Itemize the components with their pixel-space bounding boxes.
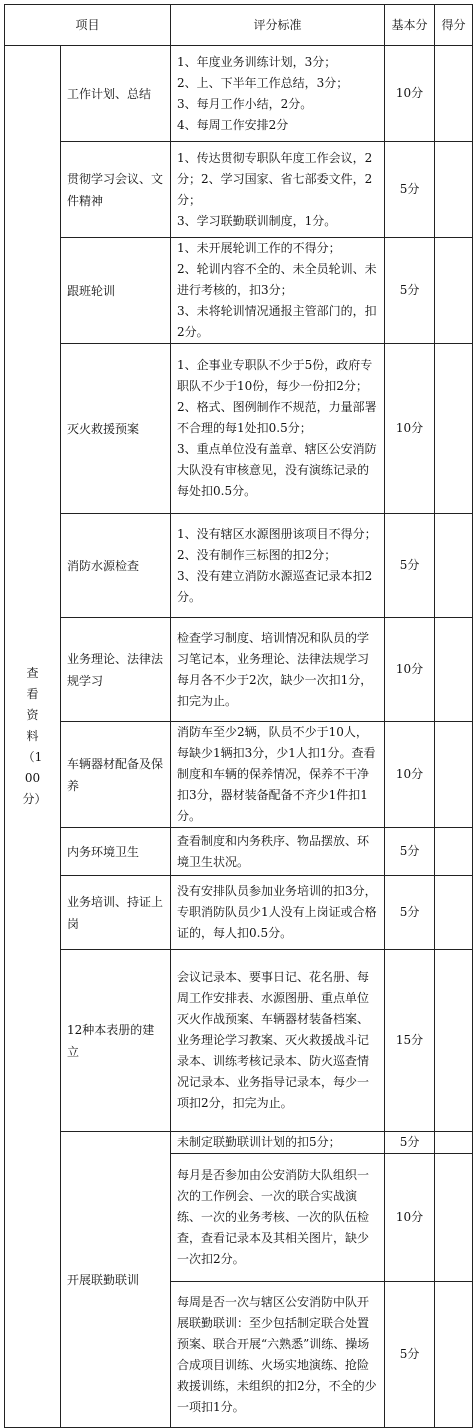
score-cell[interactable] (435, 950, 473, 1132)
category-label: 查看资料（100分） (22, 666, 47, 806)
item-cell: 12种本表册的建立 (61, 950, 171, 1132)
item-cell: 贯彻学习会议、文件精神 (61, 142, 171, 238)
header-score: 得分 (435, 5, 473, 46)
score-cell[interactable] (435, 722, 473, 828)
table-row (5, 950, 473, 1132)
criteria-cell: 1、年度业务训练计划，3分； 2、上、下半年工作总结，3分； 3、每月工作小结，2分。 4、每周工作安排2分 (171, 46, 385, 142)
item-cell: 开展联勤联训 (61, 1132, 171, 1428)
score-cell[interactable] (435, 46, 473, 142)
document-page (4, 4, 473, 1428)
criteria-cell: 1、企事业专职队不少于5份，政府专职队不少于10份，每少一份扣2分； 2、格式、图例制作不规范，力量部署不合理的每1处扣0.5分； 3、重点单位没有盖章、辖区公安消防大队没有审核意见，没有演练记录的每处扣0.5分。 (171, 344, 385, 514)
criteria-cell: 未制定联勤联训计划的扣5分； (171, 1132, 385, 1154)
header-item: 项目 (5, 5, 171, 46)
item-cell: 业务培训、持证上岗 (61, 876, 171, 950)
score-cell[interactable] (435, 1154, 473, 1282)
criteria-cell: 1、未开展轮训工作的不得分； 2、轮训内容不全的、未全员轮训、未进行考核的，扣3分； 3、未将轮训情况通报主管部门的，扣2分。 (171, 238, 385, 344)
criteria-cell: 每周是否一次与辖区公安消防中队开展联勤联训：至少包括制定联合处置预案、联合开展“六熟悉”训练、操场合成项目训练、火场实地演练、抢险救援训练，未组织的扣2分，不全的少一项扣1分。 (171, 1282, 385, 1428)
header-row (5, 5, 473, 46)
score-cell[interactable] (435, 344, 473, 514)
points-cell: 10分 (385, 722, 435, 828)
criteria-cell: 会议记录本、要事日记、花名册、每周工作安排表、水源图册、重点单位灭火作战预案、车辆器材装备档案、业务理论学习教案、灭火救援战斗记录本、训练考核记录本、防火巡查情况记录本、业务指导记录本，每少一项扣2分，扣完为止。 (171, 950, 385, 1132)
table-body (5, 46, 473, 1428)
item-cell: 内务环境卫生 (61, 828, 171, 876)
item-cell: 车辆器材配备及保养 (61, 722, 171, 828)
table-row (5, 618, 473, 722)
category-cell (5, 46, 61, 1428)
points-cell: 5分 (385, 1282, 435, 1428)
points-cell: 5分 (385, 828, 435, 876)
score-cell[interactable] (435, 238, 473, 344)
table-row (5, 828, 473, 876)
table-row (5, 514, 473, 618)
table-row (5, 722, 473, 828)
points-cell: 5分 (385, 238, 435, 344)
table-row (5, 876, 473, 950)
table-row (5, 46, 473, 142)
points-cell: 5分 (385, 142, 435, 238)
item-cell: 跟班轮训 (61, 238, 171, 344)
points-cell: 10分 (385, 46, 435, 142)
points-cell: 10分 (385, 344, 435, 514)
table-row (5, 344, 473, 514)
score-cell[interactable] (435, 514, 473, 618)
criteria-cell: 没有安排队员参加业务培训的扣3分，专职消防队员少1人没有上岗证或合格证的，每人扣0.5分。 (171, 876, 385, 950)
criteria-cell: 检查学习制度、培训情况和队员的学习笔记本，业务理论、法律法规学习每月各不少于2次，缺少一次扣1分，扣完为止。 (171, 618, 385, 722)
header-base-points: 基本分 (385, 5, 435, 46)
points-cell: 15分 (385, 950, 435, 1132)
points-cell: 5分 (385, 1132, 435, 1154)
table-row (5, 1132, 473, 1154)
header-criteria: 评分标准 (171, 5, 385, 46)
item-cell: 工作计划、总结 (61, 46, 171, 142)
points-cell: 10分 (385, 1154, 435, 1282)
criteria-cell: 消防车至少2辆，队员不少于10人，每缺少1辆扣3分，少1人扣1分。查看制度和车辆的保养情况，保养不干净扣3分，器材装备配备不齐少1件扣1分。 (171, 722, 385, 828)
points-cell: 5分 (385, 876, 435, 950)
criteria-cell: 每月是否参加由公安消防大队组织一次的工作例会、一次的联合实战演练、一次的业务考核、一次的队伍检查，查看记录本及其相关图片，缺少一次扣2分。 (171, 1154, 385, 1282)
criteria-cell: 1、没有辖区水源图册该项目不得分； 2、没有制作三标图的扣2分； 3、没有建立消防水源巡查记录本扣2分。 (171, 514, 385, 618)
criteria-cell: 1、传达贯彻专职队年度工作会议，2分；2、学习国家、省七部委文件，2分； 3、学习联勤联训制度，1分。 (171, 142, 385, 238)
score-cell[interactable] (435, 828, 473, 876)
item-cell: 业务理论、法律法规学习 (61, 618, 171, 722)
scoring-table (4, 4, 473, 1428)
points-cell: 5分 (385, 514, 435, 618)
score-cell[interactable] (435, 142, 473, 238)
score-cell[interactable] (435, 1132, 473, 1154)
item-cell: 消防水源检查 (61, 514, 171, 618)
item-cell: 灭火救援预案 (61, 344, 171, 514)
points-cell: 10分 (385, 618, 435, 722)
table-row (5, 238, 473, 344)
score-cell[interactable] (435, 618, 473, 722)
table-row (5, 142, 473, 238)
score-cell[interactable] (435, 876, 473, 950)
criteria-cell: 查看制度和内务秩序、物品摆放、环境卫生状况。 (171, 828, 385, 876)
